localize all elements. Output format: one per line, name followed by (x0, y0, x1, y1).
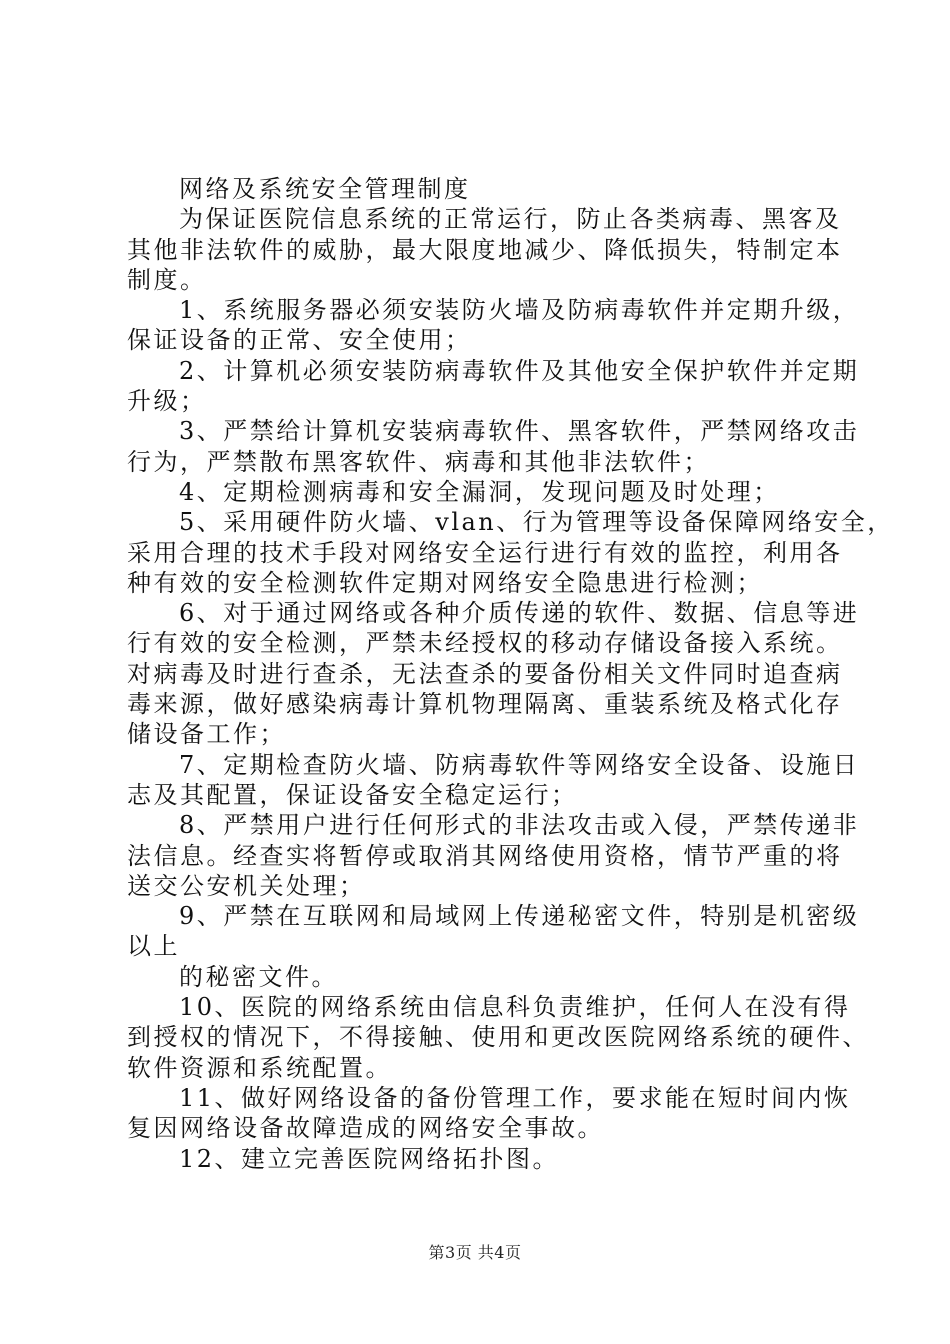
text-line: 种有效的安全检测软件定期对网络安全隐患进行检测； (127, 568, 763, 597)
text-line: 5、采用硬件防火墙、vlan、行为管理等设备保障网络安全， (179, 508, 894, 537)
text-line: 以上 (127, 932, 180, 961)
text-line: 12、建立完善医院网络拓扑图。 (179, 1144, 560, 1173)
text-line: 保证设备的正常、安全使用； (127, 326, 472, 355)
text-line: 制度。 (127, 265, 207, 294)
text-line: 3、严禁给计算机安装病毒软件、黑客软件，严禁网络攻击 (179, 417, 860, 446)
text-line: 毒来源，做好感染病毒计算机物理隔离、重装系统及格式化存 (127, 690, 843, 719)
text-line: 2、计算机必须安装防病毒软件及其他安全保护软件并定期 (179, 356, 860, 385)
text-line: 采用合理的技术手段对网络安全运行进行有效的监控，利用各 (127, 538, 843, 567)
text-line: 行为，严禁散布黑客软件、病毒和其他非法软件； (127, 447, 710, 476)
text-line: 6、对于通过网络或各种介质传递的软件、数据、信息等进 (179, 599, 860, 628)
text-line: 7、定期检查防火墙、防病毒软件等网络安全设备、设施日 (179, 750, 860, 779)
text-line: 1、系统服务器必须安装防火墙及防病毒软件并定期升级， (179, 296, 860, 325)
text-line: 对病毒及时进行查杀，无法查杀的要备份相关文件同时追查病 (127, 659, 843, 688)
text-line: 储设备工作； (127, 720, 286, 749)
text-line: 8、严禁用户进行任何形式的非法攻击或入侵，严禁传递非 (179, 811, 860, 840)
document-body (127, 174, 894, 1174)
text-line: 的秘密文件。 (179, 962, 338, 991)
text-line: 9、严禁在互联网和局域网上传递秘密文件，特别是机密级 (179, 902, 860, 931)
text-line: 11、做好网络设备的备份管理工作，要求能在短时间内恢 (179, 1083, 851, 1112)
text-line: 志及其配置，保证设备安全稳定运行； (127, 780, 578, 809)
text-line: 为保证医院信息系统的正常运行，防止各类病毒、黑客及 (179, 205, 842, 234)
text-line: 复因网络设备故障造成的网络安全事故。 (127, 1114, 604, 1143)
text-line: 送交公安机关处理； (127, 871, 366, 900)
page-footer: 第3页 共4页 (428, 1243, 522, 1262)
text-line: 法信息。经查实将暂停或取消其网络使用资格，情节严重的将 (127, 841, 843, 870)
text-line: 软件资源和系统配置。 (127, 1053, 392, 1082)
text-line: 4、定期检测病毒和安全漏洞，发现问题及时处理； (179, 477, 780, 506)
text-line: 升级； (127, 387, 207, 416)
text-line: 行有效的安全检测，严禁未经授权的移动存储设备接入系统。 (127, 629, 843, 658)
text-line: 其他非法软件的威胁，最大限度地减少、降低损失，特制定本 (127, 235, 843, 264)
text-line: 10、医院的网络系统由信息科负责维护，任何人在没有得 (179, 993, 851, 1022)
text-line: 到授权的情况下，不得接触、使用和更改医院网络系统的硬件、 (127, 1023, 869, 1052)
document-title: 网络及系统安全管理制度 (179, 175, 471, 203)
